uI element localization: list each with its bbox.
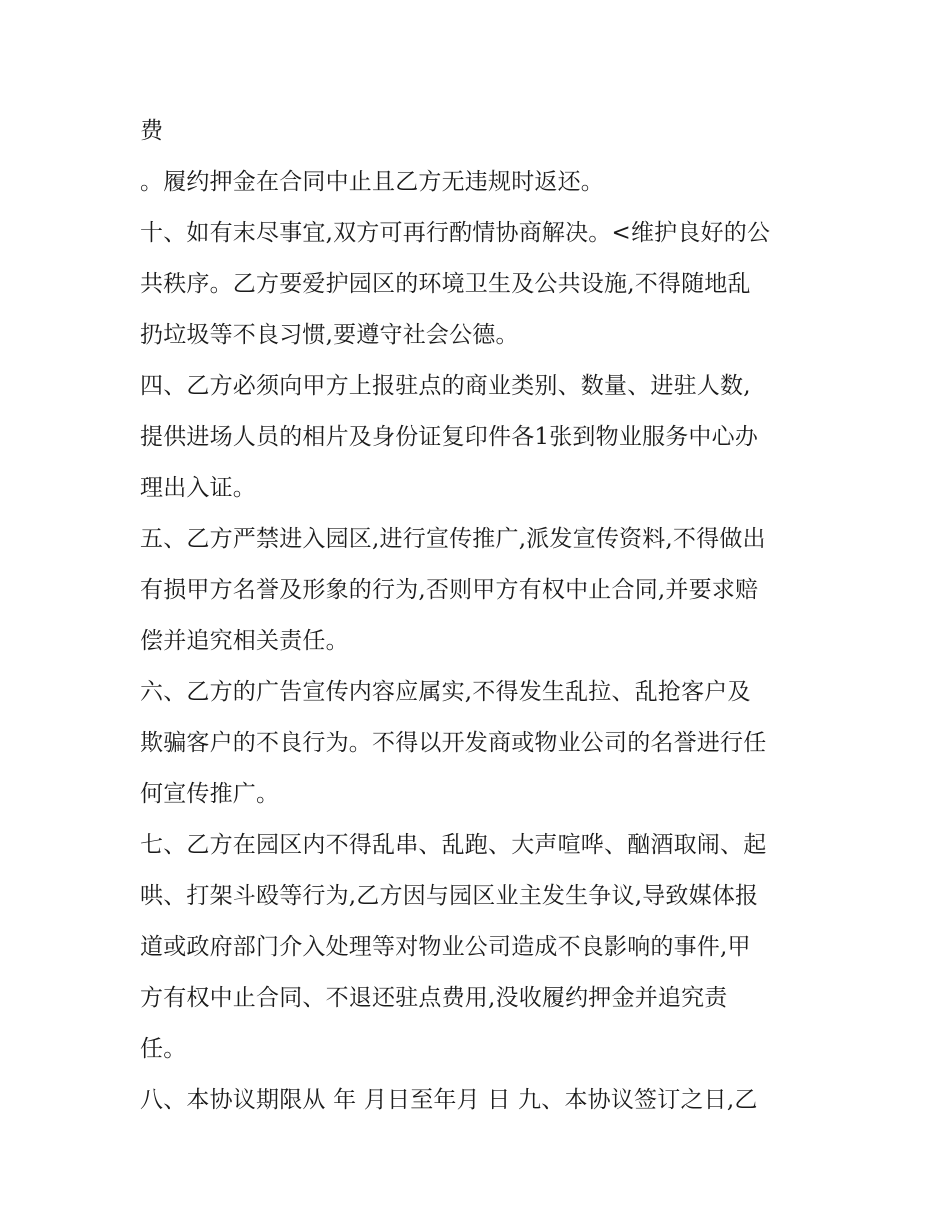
text-line: 何宣传推广。 <box>140 781 280 807</box>
text-line: 四、乙方必须向甲方上报驻点的商业类别、数量、进驻人数, <box>140 373 751 399</box>
text-line: 欺骗客户的不良行为。不得以开发商或物业公司的名誉进行任 <box>140 730 767 756</box>
text-line: 偿并追究相关责任。 <box>140 628 349 654</box>
text-line: 共秩序。乙方要爱护园区的环境卫生及公共设施,不得随地乱 <box>140 271 751 297</box>
text-line: 哄、打架斗殴等行为,乙方因与园区业主发生争议,导致媒体报 <box>140 883 759 909</box>
text-line: 五、乙方严禁进入园区,进行宣传推广,派发宣传资料,不得做出 <box>140 526 766 552</box>
text-line: 提供进场人员的相片及身份证复印件各1张到物业服务中心办 <box>140 424 759 450</box>
text-line: 道或政府部门介入处理等对物业公司造成不良影响的事件,甲 <box>140 934 751 960</box>
text-line: 理出入证。 <box>140 475 256 501</box>
text-line: 十、如有末尽事宜,双方可再行酌情协商解决。<维护良好的公 <box>140 220 771 246</box>
text-line: 费 <box>140 118 164 144</box>
text-line: 有损甲方名誉及形象的行为,否则甲方有权中止合同,并要求赔 <box>140 577 759 603</box>
document-body <box>140 106 820 1126</box>
text-line: 八、本协议期限从 年 月日至年月 日 九、本协议签订之日,乙 <box>140 1087 758 1113</box>
text-line: 方有权中止合同、不退还驻点费用,没收履约押金并追究责 <box>140 985 728 1011</box>
text-line: 六、乙方的广告宣传内容应属实,不得发生乱拉、乱抢客户及 <box>140 679 751 705</box>
text-line: 扔垃圾等不良习惯,要遵守社会公德。 <box>140 322 519 348</box>
text-line: 七、乙方在园区内不得乱串、乱跑、大声喧哗、酗酒取闹、起 <box>140 832 767 858</box>
text-line: 任。 <box>140 1036 187 1062</box>
text-line: 。履约押金在合同中止且乙方无违规时返还。 <box>140 169 604 195</box>
